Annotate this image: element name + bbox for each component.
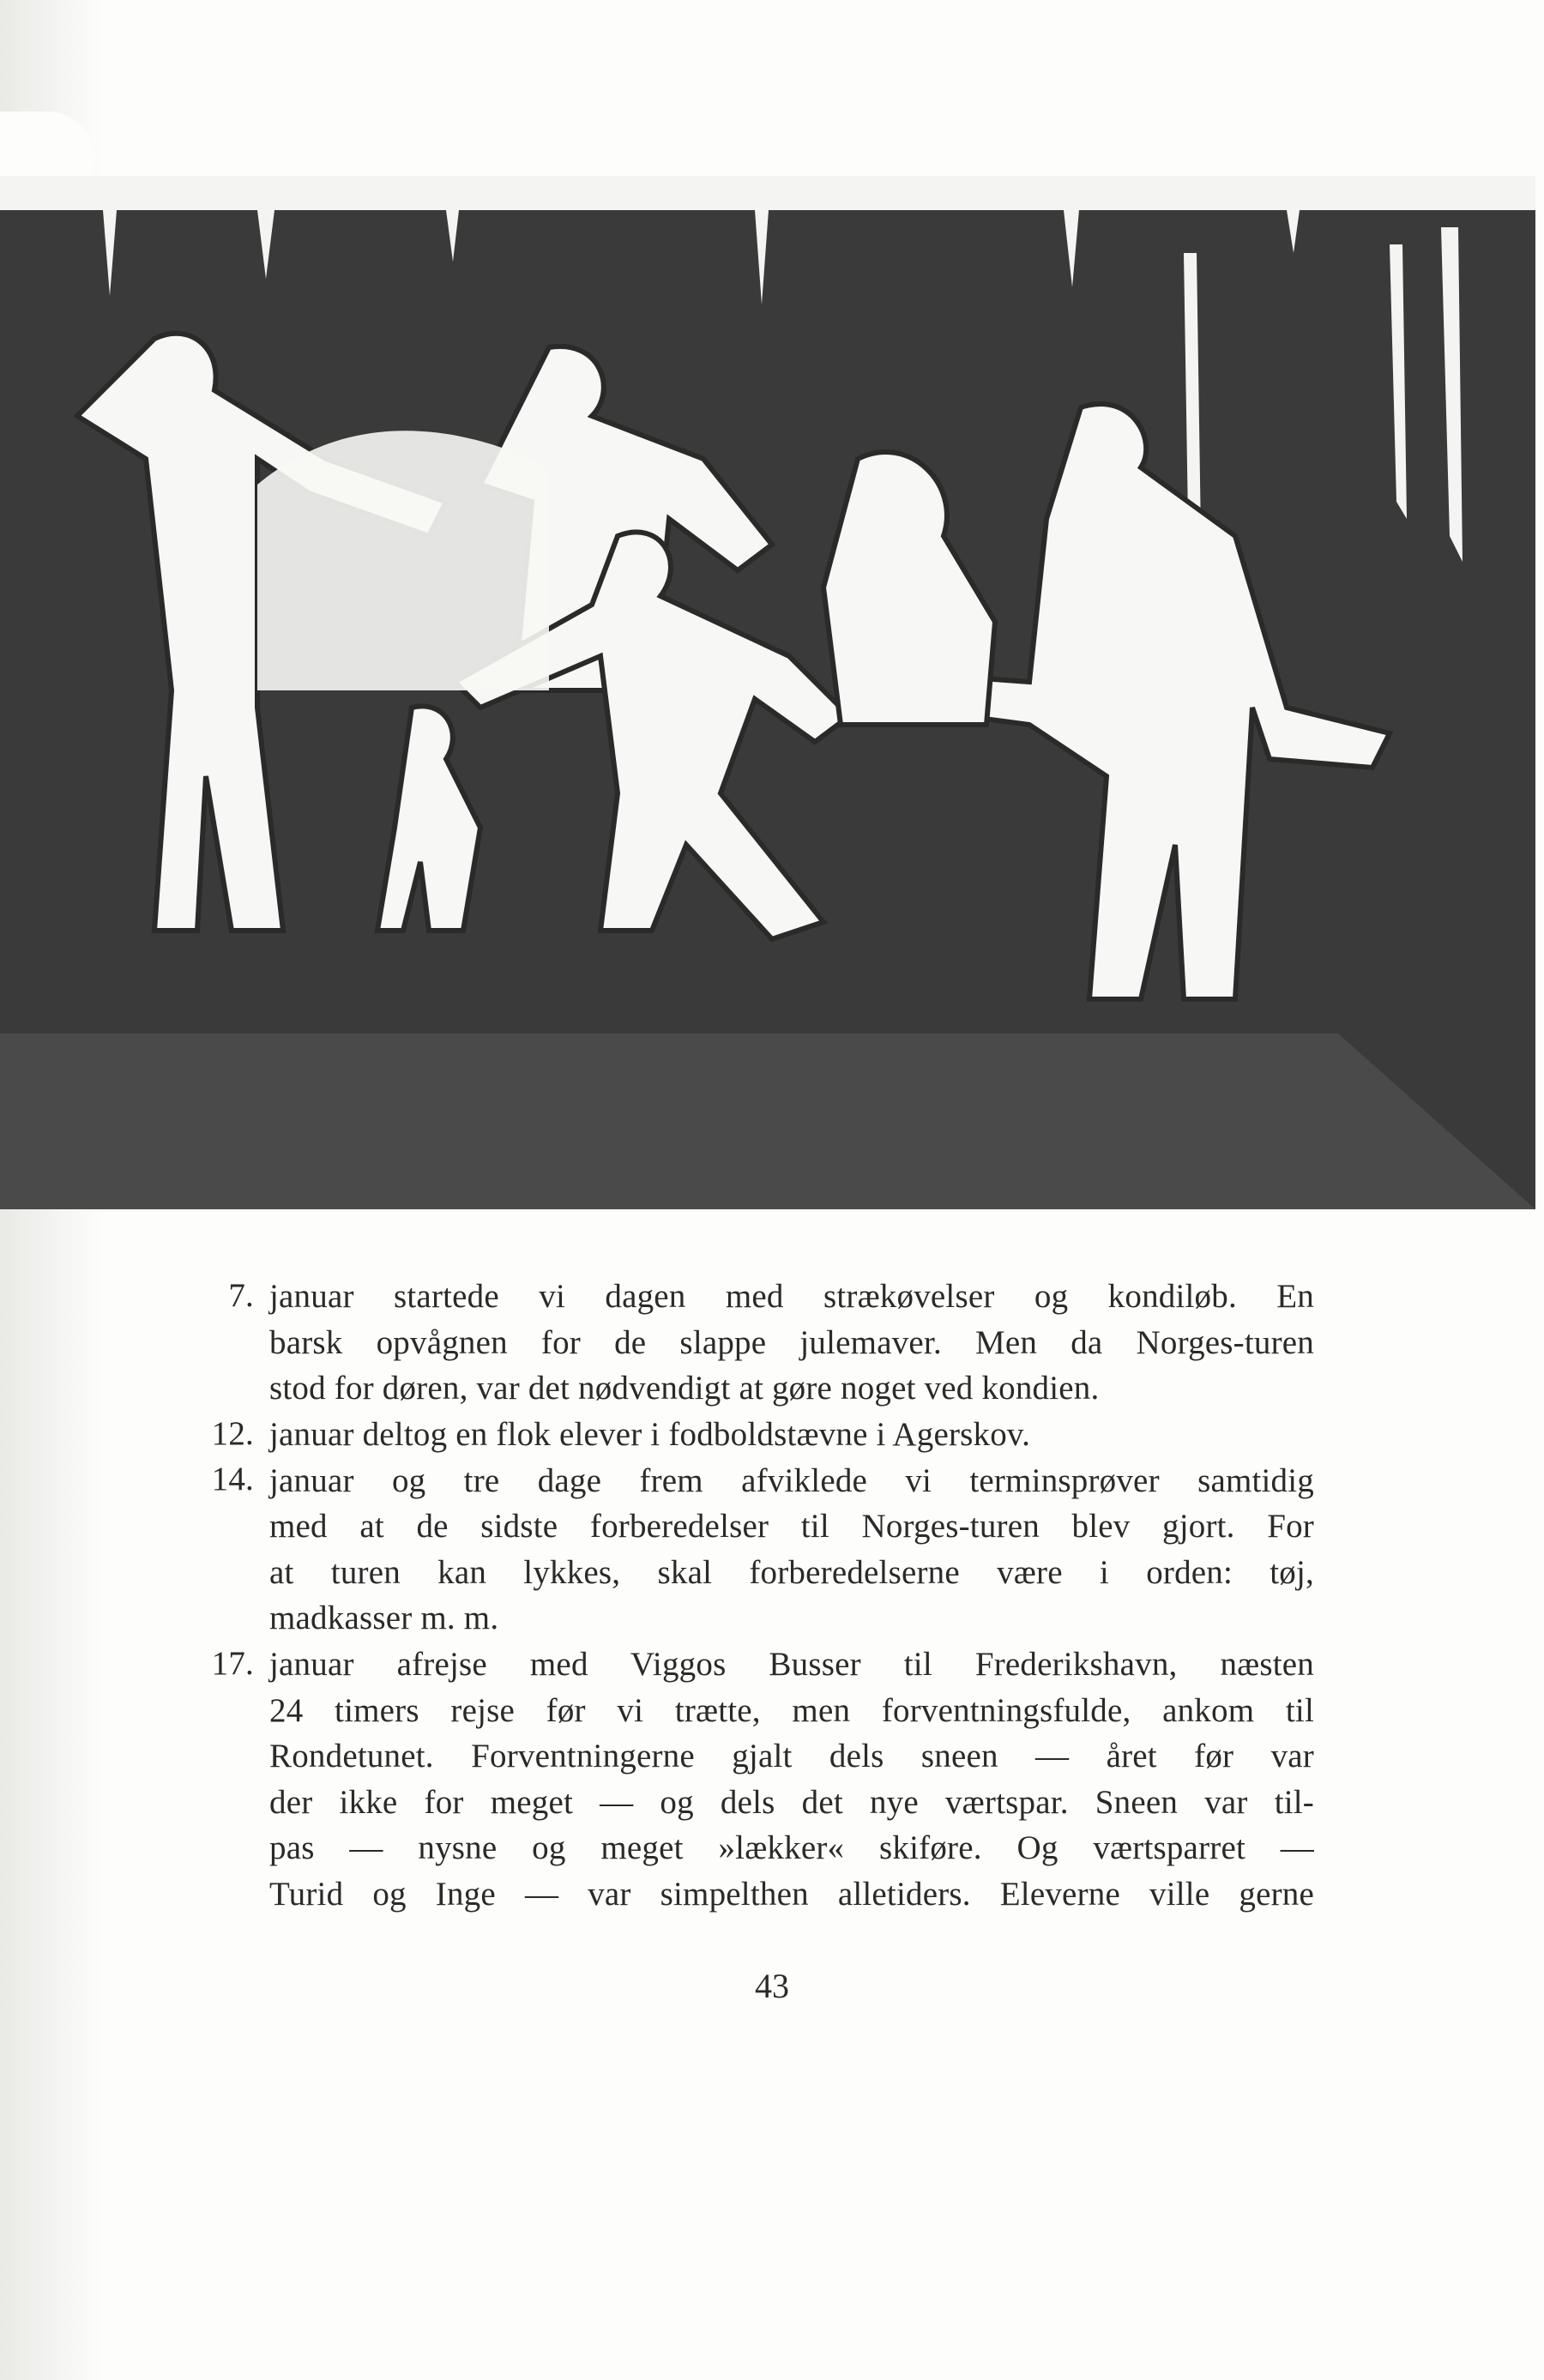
snow-mound: [257, 431, 549, 690]
entry-text: pas — nysne og meget »lækker« skiføre. Og værtsparret —: [269, 1829, 1314, 1867]
entry-text: Turid og Inge — var simpelthen alletiders. Eleverne ville gerne: [269, 1876, 1314, 1913]
entry-text: januar afrejse med Viggos Busser til Frederikshavn, næsten: [269, 1646, 1314, 1684]
entry-date-number: 12.: [211, 1414, 254, 1452]
text-line: [257, 1595, 1314, 1642]
entry-text: barsk opvågnen for de slappe julemaver. Men da Norges-turen: [269, 1323, 1314, 1361]
entry-text: januar og tre dage frem afviklede vi terminsprøver samtidig: [269, 1461, 1314, 1499]
text-line: [257, 1365, 1314, 1412]
text-line: [211, 1457, 1314, 1503]
text-line: [257, 1550, 1314, 1596]
text-line: [257, 1503, 1314, 1550]
text-line: [211, 1642, 1314, 1688]
entry-text: der ikke for meget — og dels det nye værtspar. Sneen var til-: [269, 1783, 1314, 1821]
entry-text: madkasser m. m.: [269, 1600, 499, 1637]
entry-text: Rondetunet. Forventningerne gjalt dels sneen — året før var: [269, 1738, 1314, 1775]
entry-date-number: 14.: [211, 1461, 254, 1498]
page-number: 43: [755, 1967, 789, 2005]
text-line: [257, 1733, 1314, 1780]
entry-text: januar deltog en flok elever i fodboldstævne i Agerskov.: [269, 1416, 1031, 1454]
text-line: [211, 1412, 1314, 1458]
text-line: [257, 1871, 1314, 1918]
entry-text: stod for døren, var det nødvendigt at gøre noget ved kondien.: [269, 1370, 1100, 1407]
entry-text: januar startede vi dagen med strækøvelser og kondiløb. En: [269, 1278, 1314, 1316]
text-line: [257, 1825, 1314, 1871]
entry-text: med at de sidste forberedelser til Norges-turen blev gjort. For: [269, 1508, 1314, 1545]
text-line: [257, 1320, 1314, 1366]
entry-text: 24 timers rejse før vi trætte, men forventningsfulde, ankom til: [269, 1691, 1314, 1729]
entry-date-number: 17.: [211, 1644, 254, 1682]
entry-text: at turen kan lykkes, skal forberedelserne være i orden: tøj,: [269, 1553, 1314, 1591]
text-line: [257, 1780, 1314, 1826]
text-line: [257, 1687, 1314, 1733]
text-line: [228, 1274, 1314, 1320]
woodcut-illustration: [0, 176, 1535, 1209]
ground: [0, 1033, 1535, 1209]
entry-date-number: 7.: [228, 1276, 254, 1314]
body-text: [211, 1274, 1314, 1917]
